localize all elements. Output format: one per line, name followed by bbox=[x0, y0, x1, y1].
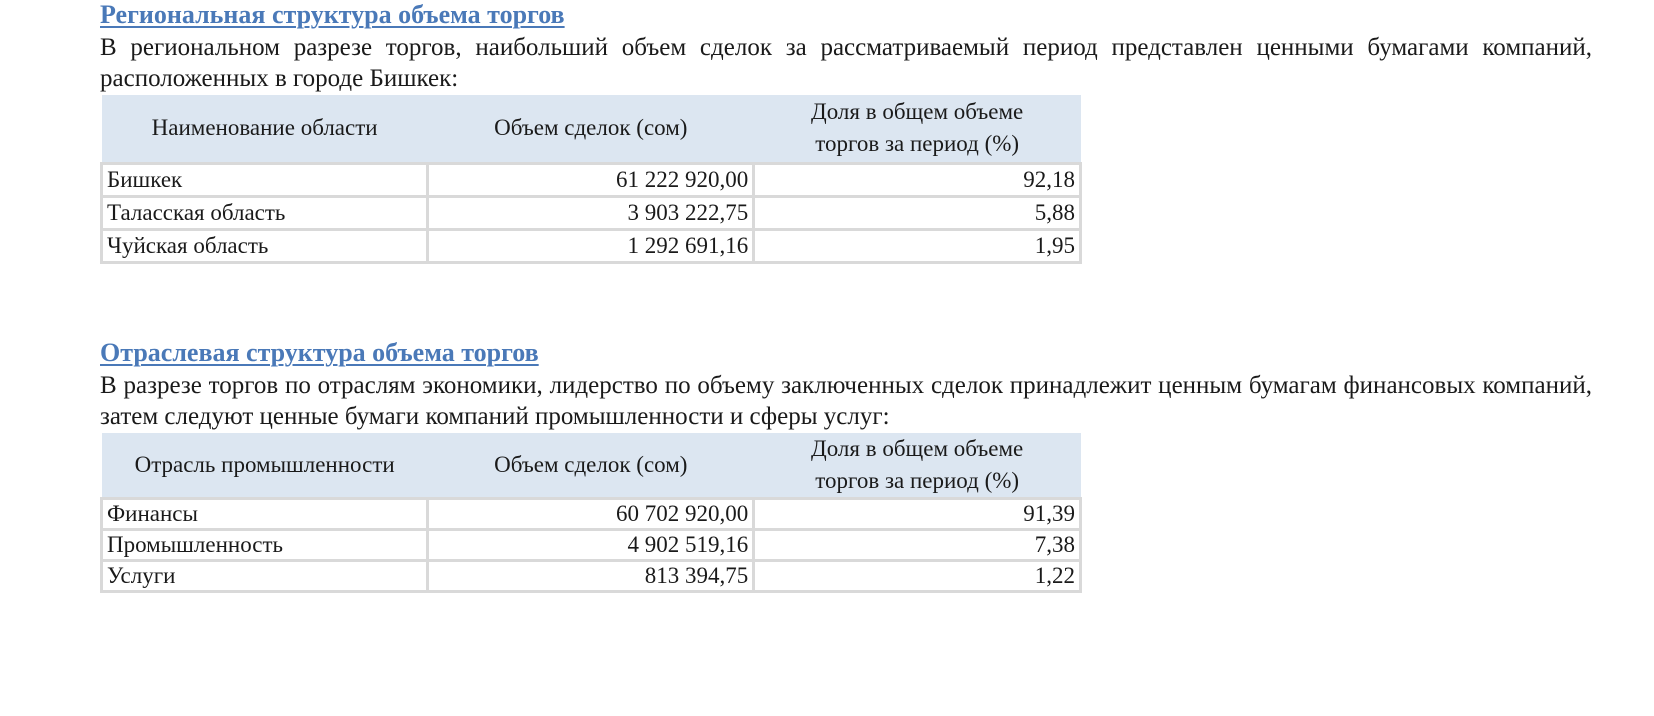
industry-name: Промышленность bbox=[102, 530, 428, 561]
table-row bbox=[102, 530, 1081, 561]
header-share-line2: торгов за период (%) bbox=[815, 131, 1020, 157]
industry-volume: 4 902 519,16 bbox=[428, 530, 754, 561]
region-share: 92,18 bbox=[754, 163, 1081, 196]
regional-heading: Региональная структура объема торгов bbox=[100, 0, 565, 29]
region-volume: 1 292 691,16 bbox=[428, 229, 754, 262]
table-row bbox=[102, 229, 1081, 262]
industry-paragraph: В разрезе торгов по отраслям экономики, лидерство по объему заключенных сделок принадлежит ценным бумагам финансовых компаний, затем следуют ценные бумаги компаний промышленности и сферы услуг: bbox=[100, 372, 1592, 430]
header-share bbox=[754, 95, 1081, 163]
industry-volume: 60 702 920,00 bbox=[428, 499, 754, 530]
header-volume: Объем сделок (сом) bbox=[428, 433, 754, 499]
industry-name: Финансы bbox=[102, 499, 428, 530]
regional-section bbox=[100, 0, 1592, 264]
industry-share: 7,38 bbox=[754, 530, 1081, 561]
industry-section bbox=[100, 338, 1592, 593]
industry-share: 1,22 bbox=[754, 561, 1081, 592]
regional-table bbox=[100, 95, 1082, 264]
industry-share: 91,39 bbox=[754, 499, 1081, 530]
header-region-name: Наименование области bbox=[102, 95, 428, 163]
table-header-row bbox=[102, 95, 1081, 163]
region-share: 5,88 bbox=[754, 196, 1081, 229]
region-share: 1,95 bbox=[754, 229, 1081, 262]
table-row bbox=[102, 499, 1081, 530]
industry-table bbox=[100, 433, 1082, 593]
industry-name: Услуги bbox=[102, 561, 428, 592]
table-row bbox=[102, 196, 1081, 229]
industry-volume: 813 394,75 bbox=[428, 561, 754, 592]
header-share bbox=[754, 433, 1081, 499]
header-share-line1: Доля в общем объеме bbox=[811, 436, 1024, 461]
region-name: Таласская область bbox=[102, 196, 428, 229]
industry-heading: Отраслевая структура объема торгов bbox=[100, 338, 539, 367]
region-volume: 3 903 222,75 bbox=[428, 196, 754, 229]
header-industry-name: Отрасль промышленности bbox=[102, 433, 428, 499]
table-header-row bbox=[102, 433, 1081, 499]
table-row bbox=[102, 163, 1081, 196]
header-share-line1: Доля в общем объеме bbox=[811, 99, 1024, 125]
regional-paragraph: В региональном разрезе торгов, наибольший объем сделок за рассматриваемый период представлен ценными бумагами компаний, расположенных в городе Бишкек: bbox=[100, 34, 1592, 92]
table-row bbox=[102, 561, 1081, 592]
region-volume: 61 222 920,00 bbox=[428, 163, 754, 196]
header-volume: Объем сделок (сом) bbox=[428, 95, 754, 163]
region-name: Бишкек bbox=[102, 163, 428, 196]
region-name: Чуйская область bbox=[102, 229, 428, 262]
header-share-line2: торгов за период (%) bbox=[815, 468, 1020, 493]
